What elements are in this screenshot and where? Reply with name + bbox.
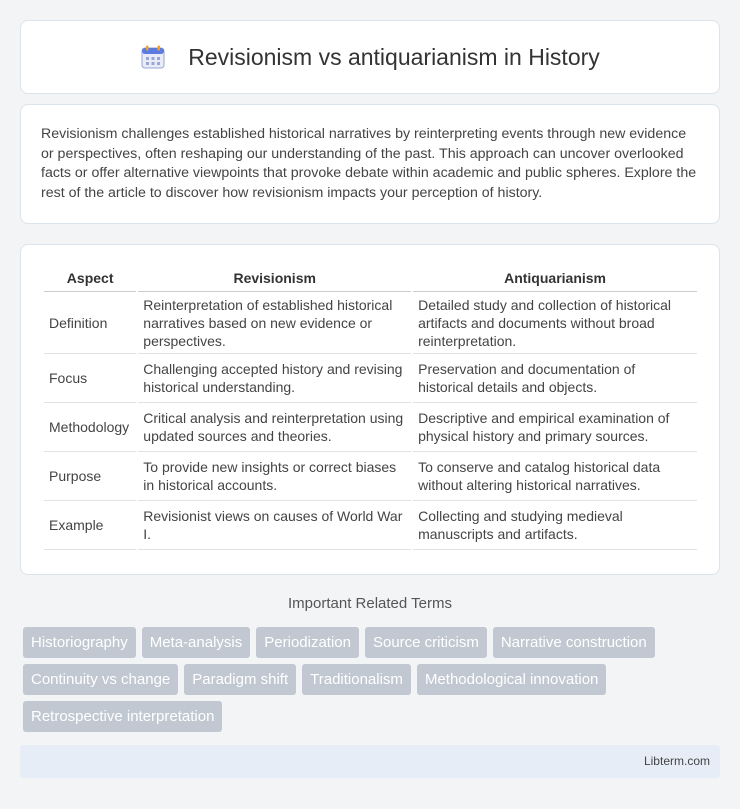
revisionism-cell: Reinterpretation of established historical narratives based on new evidence or perspectives. xyxy=(138,292,411,354)
antiquarianism-cell: Collecting and studying medieval manuscripts and artifacts. xyxy=(413,501,697,550)
related-term-tag[interactable]: Methodological innovation xyxy=(417,664,606,695)
aspect-cell: Methodology xyxy=(44,403,136,452)
table-row xyxy=(44,354,697,403)
table-header-row xyxy=(44,265,697,292)
related-term-tag[interactable]: Source criticism xyxy=(365,627,487,658)
calendar-icon xyxy=(140,44,166,70)
comparison-table xyxy=(42,265,699,550)
related-term-tag[interactable]: Retrospective interpretation xyxy=(23,701,222,732)
table-row xyxy=(44,292,697,354)
revisionism-cell: Critical analysis and reinterpretation using updated sources and theories. xyxy=(138,403,411,452)
page-title: Revisionism vs antiquarianism in History xyxy=(188,43,600,70)
footer xyxy=(20,745,720,778)
comparison-table-card xyxy=(20,244,720,575)
table-row xyxy=(44,403,697,452)
table-row xyxy=(44,452,697,501)
related-term-tag[interactable]: Traditionalism xyxy=(302,664,411,695)
related-term-tag[interactable]: Continuity vs change xyxy=(23,664,178,695)
related-term-tag[interactable]: Narrative construction xyxy=(493,627,655,658)
revisionism-cell: Revisionist views on causes of World War I. xyxy=(138,501,411,550)
aspect-cell: Example xyxy=(44,501,136,550)
table-row xyxy=(44,501,697,550)
antiquarianism-cell: Descriptive and empirical examination of physical history and primary sources. xyxy=(413,403,697,452)
column-header-revisionism: Revisionism xyxy=(138,265,411,292)
aspect-cell: Focus xyxy=(44,354,136,403)
related-terms-list xyxy=(23,627,723,738)
header-card xyxy=(20,20,720,94)
antiquarianism-cell: To conserve and catalog historical data without altering historical narratives. xyxy=(413,452,697,501)
footer-site-link[interactable]: Libterm.com xyxy=(643,754,710,768)
intro-paragraph: Revisionism challenges established historical narratives by reinterpreting events through new evidence or perspectives, often reshaping our understanding of the past. This approach can uncover overlooked facts or offer alternative viewpoints that provoke debate within academic and public spheres. Explore the rest of the article to discover how revisionism impacts your perception of history. xyxy=(41,126,697,201)
intro-card xyxy=(20,104,720,224)
antiquarianism-cell: Preservation and documentation of historical details and objects. xyxy=(413,354,697,403)
column-header-antiquarianism: Antiquarianism xyxy=(413,265,697,292)
related-term-tag[interactable]: Historiography xyxy=(23,627,136,658)
aspect-cell: Purpose xyxy=(44,452,136,501)
revisionism-cell: To provide new insights or correct biases in historical accounts. xyxy=(138,452,411,501)
related-terms-title: Important Related Terms xyxy=(288,595,452,612)
related-term-tag[interactable]: Paradigm shift xyxy=(184,664,296,695)
column-header-aspect: Aspect xyxy=(44,265,136,292)
revisionism-cell: Challenging accepted history and revising historical understanding. xyxy=(138,354,411,403)
aspect-cell: Definition xyxy=(44,292,136,354)
related-term-tag[interactable]: Meta-analysis xyxy=(142,627,251,658)
antiquarianism-cell: Detailed study and collection of historical artifacts and documents without broad reinterpretation. xyxy=(413,292,697,354)
related-term-tag[interactable]: Periodization xyxy=(256,627,359,658)
